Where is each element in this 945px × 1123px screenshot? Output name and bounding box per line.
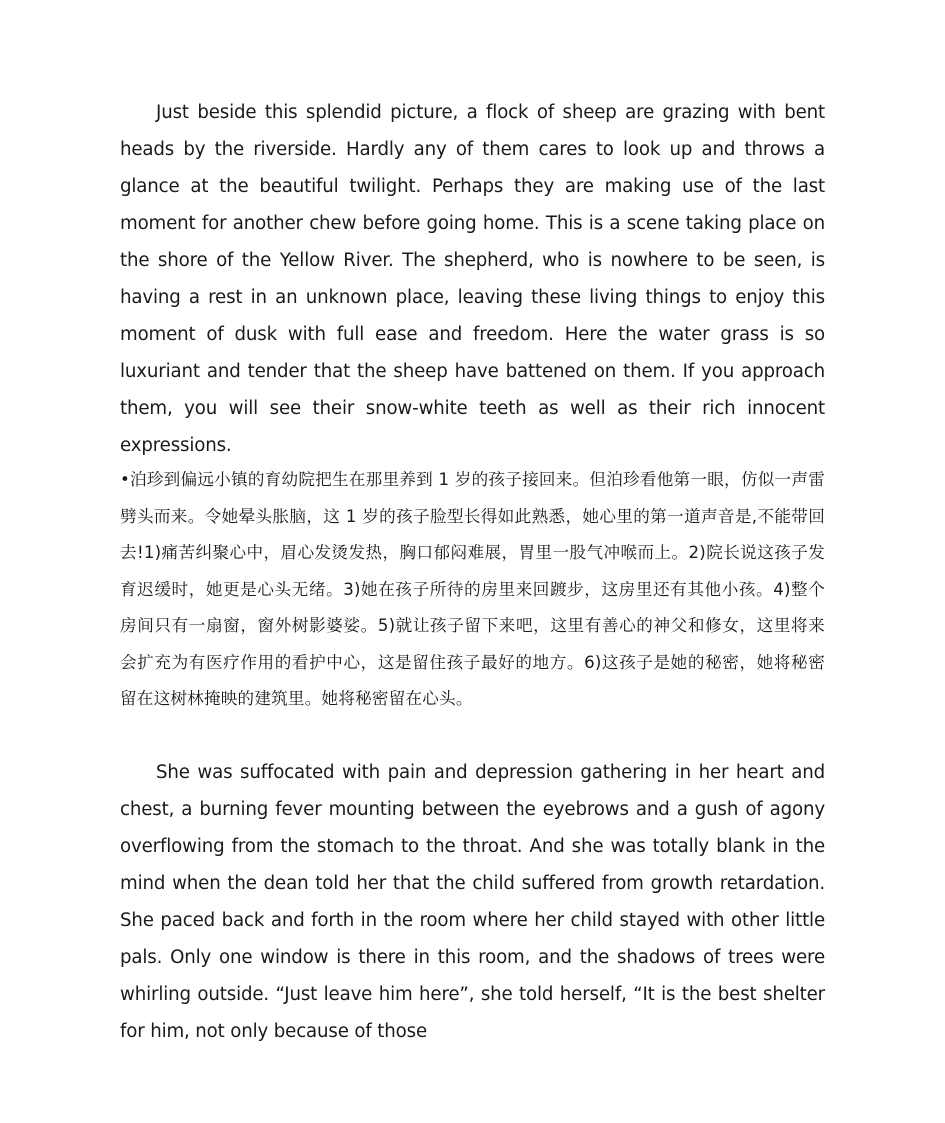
paragraph-sheep-by-river: Just beside this splendid picture, a flock of sheep are grazing with bent heads by the riverside. Hardly any of them cares to look up and throws a glance at the beautiful twilight. Perhaps they are making use of the last moment for another chew before going home. This is a scene taking place on the shore of the Yellow River. The shepherd, who is nowhere to be seen, is having a rest in an unknown place, leaving these living things to enjoy this moment of dusk with full ease and freedom. Here the water grass is so luxuriant and tender that the sheep have battened on them. If you approach them, you will see their snow-white teeth as well as their rich innocent expressions. — [120, 102, 825, 456]
paragraph-translation: She was suffocated with pain and depression gathering in her heart and chest, a burning fever mounting between the eyebrows and a gush of agony overflowing from the stomach to the throat. And she was totally blank in the mind when the dean told her that the child suffered from growth retardation. She paced back and forth in the room where her child stayed with other little pals. Only one window is there in this room, and the shadows of trees were whirling outside. “Just leave him here”, she told herself, “It is the best shelter for him, not only because of those — [120, 762, 825, 1042]
paragraph-chinese-source: •泊珍到偏远小镇的育幼院把生在那里养到 1 岁的孩子接回来。但泊珍看他第一眼，仿似一声雷劈头而来。令她晕头胀脑，这 1 岁的孩子脸型长得如此熟悉，她心里的第一道声音是,不能带回去!1)痛苦纠聚心中，眉心发烫发热，胸口郁闷难展，胃里一股气冲喉而上。2)院长说这孩子发育迟缓时，她更是心头无绪。3)她在孩子所待的房里来回踱步，这房里还有其他小孩。4)整个房间只有一扇窗，窗外树影婆娑。5)就让孩子留下来吧，这里有善心的神父和修女，这里将来会扩充为有医疗作用的看护中心，这是留住孩子最好的地方。6)这孩子是她的秘密，她将秘密留在这树林掩映的建筑里。她将秘密留在心头。 — [120, 470, 825, 708]
